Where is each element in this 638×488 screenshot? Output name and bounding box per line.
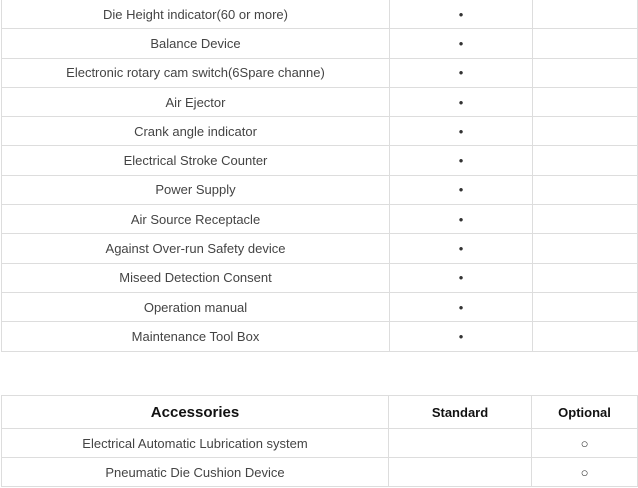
table-row (2, 175, 638, 204)
accessories-header: Accessories (2, 396, 389, 429)
standard-mark: • (390, 322, 533, 351)
feature-name: Miseed Detection Consent (2, 263, 390, 292)
feature-name: Air Source Receptacle (2, 205, 390, 234)
feature-name: Electrical Stroke Counter (2, 146, 390, 175)
optional-cell (533, 87, 638, 116)
standard-cell (389, 429, 532, 458)
feature-name: Against Over-run Safety device (2, 234, 390, 263)
standard-mark: • (390, 175, 533, 204)
table-row (2, 29, 638, 58)
standard-features-table (1, 0, 638, 352)
table-row (2, 429, 638, 458)
table-row (2, 292, 638, 321)
standard-mark: • (390, 117, 533, 146)
table-row (2, 263, 638, 292)
table-row (2, 234, 638, 263)
standard-mark: • (390, 29, 533, 58)
standard-mark: • (390, 0, 533, 29)
optional-cell (533, 29, 638, 58)
feature-name: Crank angle indicator (2, 117, 390, 146)
standard-cell (389, 458, 532, 487)
table-header-row (2, 396, 638, 429)
table-row (2, 205, 638, 234)
table-row (2, 458, 638, 487)
optional-mark: ○ (532, 458, 638, 487)
accessory-name: Electrical Automatic Lubrication system (2, 429, 389, 458)
table-row (2, 58, 638, 87)
optional-header: Optional (532, 396, 638, 429)
standard-mark: • (390, 146, 533, 175)
table-row (2, 117, 638, 146)
table-row (2, 146, 638, 175)
optional-cell (533, 322, 638, 351)
feature-name: Balance Device (2, 29, 390, 58)
optional-cell (533, 175, 638, 204)
standard-mark: • (390, 263, 533, 292)
standard-mark: • (390, 292, 533, 321)
feature-name: Die Height indicator(60 or more) (2, 0, 390, 29)
table-row (2, 0, 638, 29)
optional-cell (533, 263, 638, 292)
accessories-table (1, 395, 638, 487)
feature-name: Power Supply (2, 175, 390, 204)
standard-mark: • (390, 234, 533, 263)
optional-cell (533, 234, 638, 263)
standard-mark: • (390, 205, 533, 234)
optional-cell (533, 0, 638, 29)
feature-name: Air Ejector (2, 87, 390, 116)
table-row (2, 87, 638, 116)
optional-cell (533, 292, 638, 321)
table-row (2, 322, 638, 351)
standard-header: Standard (389, 396, 532, 429)
feature-name: Operation manual (2, 292, 390, 321)
optional-cell (533, 205, 638, 234)
optional-cell (533, 146, 638, 175)
feature-name: Maintenance Tool Box (2, 322, 390, 351)
standard-mark: • (390, 87, 533, 116)
optional-mark: ○ (532, 429, 638, 458)
standard-mark: • (390, 58, 533, 87)
optional-cell (533, 117, 638, 146)
optional-cell (533, 58, 638, 87)
accessory-name: Pneumatic Die Cushion Device (2, 458, 389, 487)
feature-name: Electronic rotary cam switch(6Spare channe) (2, 58, 390, 87)
